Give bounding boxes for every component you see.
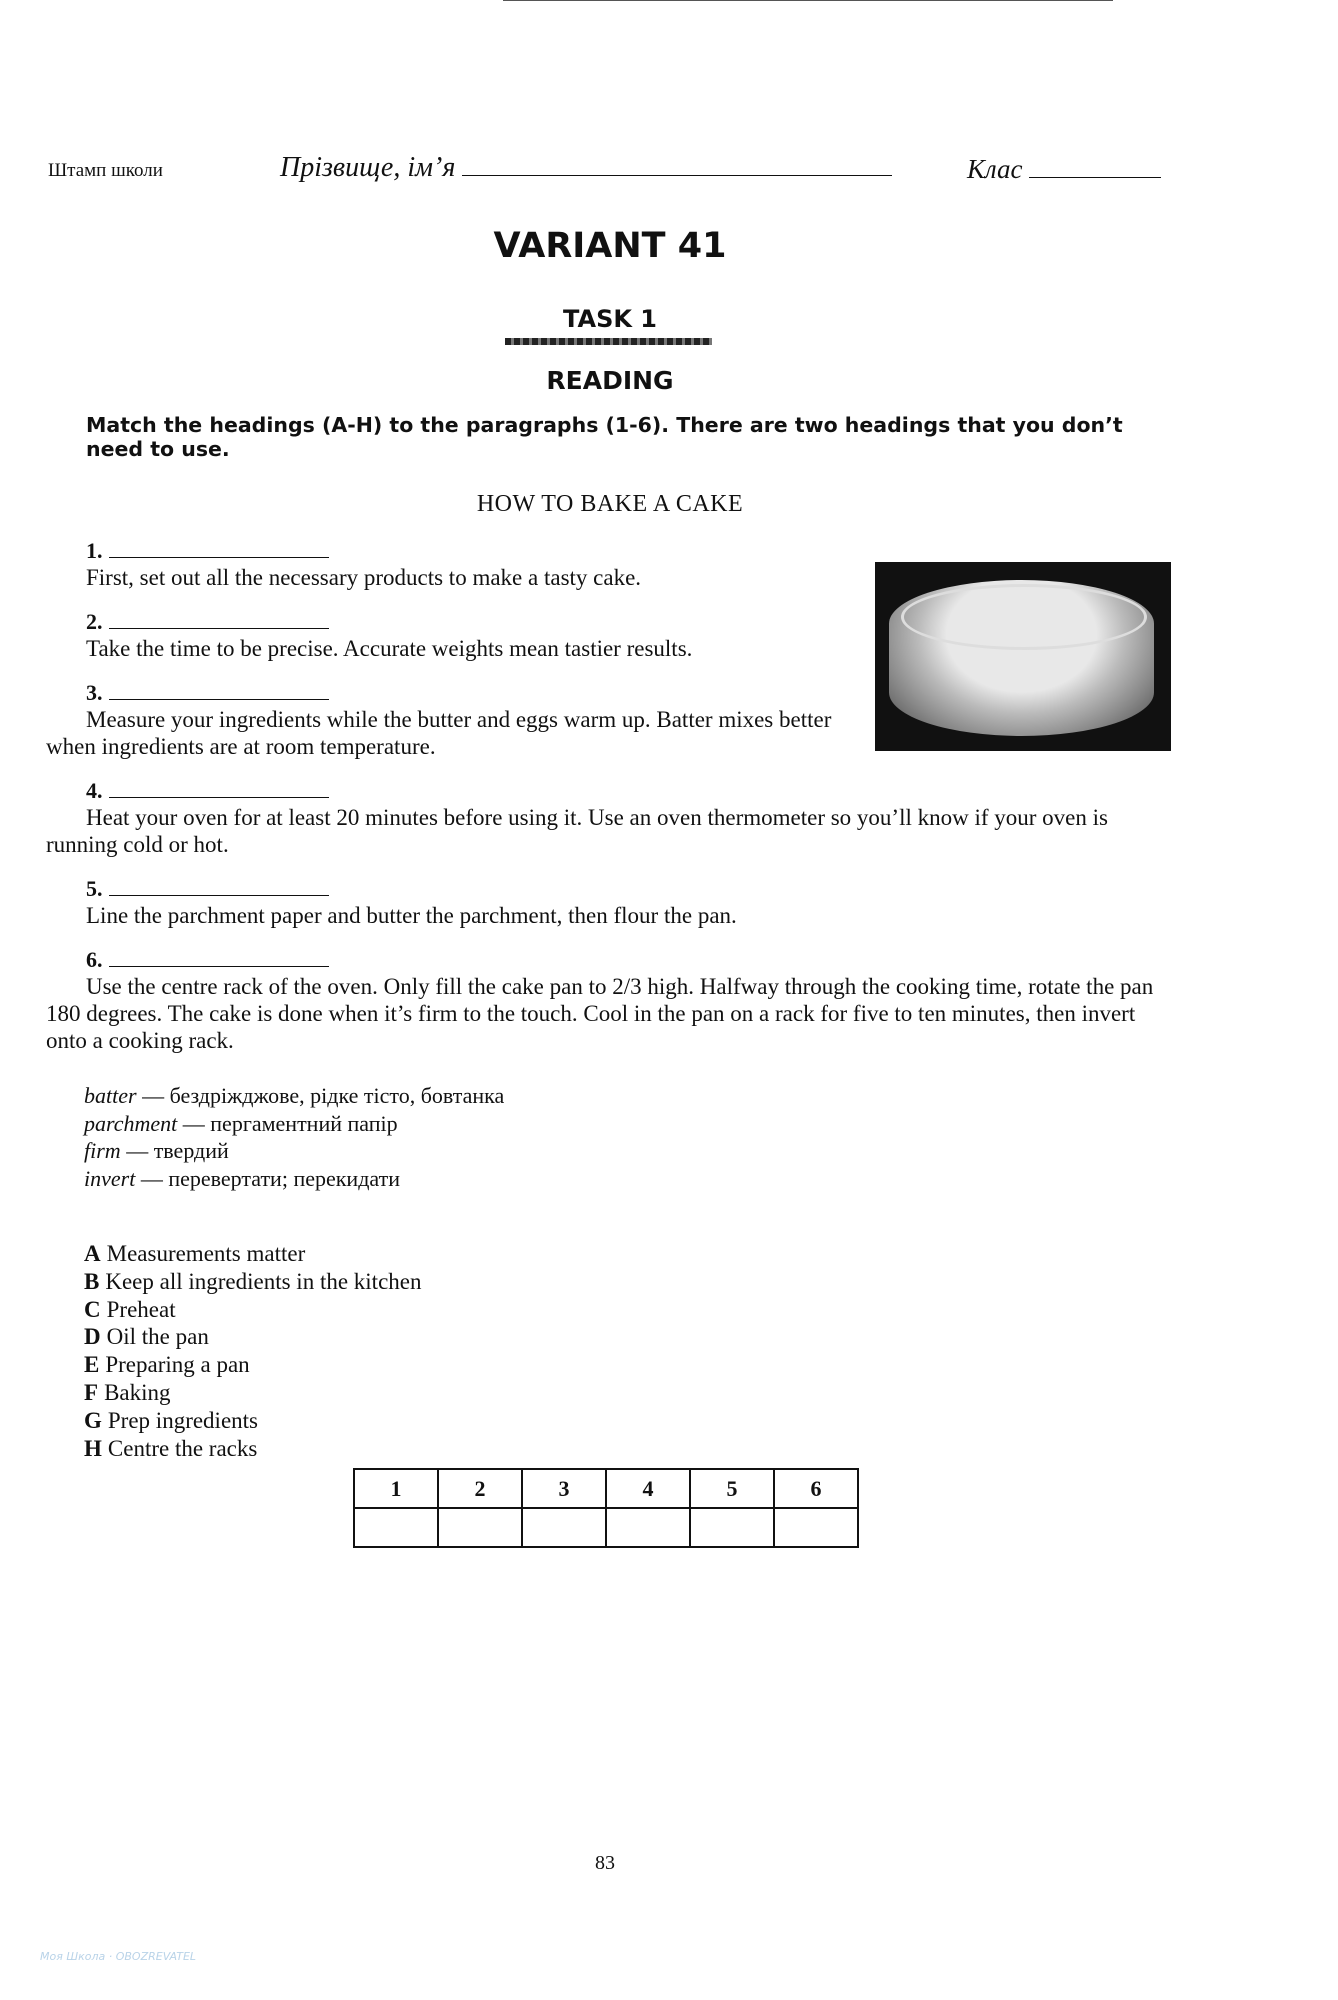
answer-cell[interactable] [774, 1508, 858, 1547]
paragraph-number-label: 5. [86, 876, 103, 901]
answer-header-cell: 4 [606, 1469, 690, 1508]
school-stamp-label: Штамп школи [48, 160, 163, 181]
heading-option [84, 1407, 1171, 1435]
glossary-definition: — бездріжджове, рідке тісто, бовтанка [136, 1083, 505, 1108]
paragraph-number-label: 1. [86, 538, 103, 563]
paragraph-text: Use the centre rack of the oven. Only fill the cake pan to 2/3 high. Halfway through the cooking time, rotate the pan 180 degrees. The cake is done when it’s firm to the touch. Cool in the pan on a rack for five to ten minutes, then invert onto a cooking rack. [46, 974, 1154, 1053]
answer-blank [109, 699, 329, 700]
option-text: Preparing a pan [105, 1352, 250, 1378]
answer-header-cell: 3 [522, 1469, 606, 1508]
paragraph-text: Take the time to be precise. Accurate weights mean tastier results. [86, 636, 693, 661]
variant-title: VARIANT 41 [493, 226, 727, 266]
answer-header-cell: 5 [690, 1469, 774, 1508]
heading-option [84, 1268, 1171, 1296]
reading-body [46, 537, 1171, 1548]
option-text: Oil the pan [106, 1324, 209, 1350]
option-text: Keep all ingredients in the kitchen [105, 1268, 422, 1294]
glossary-term: invert [84, 1165, 136, 1191]
answer-cell[interactable] [438, 1508, 522, 1547]
paragraph-text: Line the parchment paper and butter the parchment, then flour the pan. [86, 903, 737, 928]
glossary-entry [84, 1110, 1171, 1138]
task-underline [505, 338, 712, 345]
class-field [967, 154, 1161, 185]
class-blank [1029, 177, 1161, 178]
top-rule [503, 0, 1113, 1]
glossary [84, 1082, 1171, 1192]
answer-cell[interactable] [690, 1508, 774, 1547]
glossary-term: batter [84, 1083, 137, 1108]
option-text: Baking [104, 1379, 171, 1405]
heading-option [84, 1379, 1171, 1407]
story-title: HOW TO BAKE A CAKE [476, 491, 744, 517]
option-text: Measurements matter [106, 1241, 306, 1266]
paragraph-text: Measure your ingredients while the butter and eggs warm up. Batter mixes better when ingredients are at room temperature. [46, 707, 832, 759]
answer-blank [109, 628, 329, 629]
option-letter: C [84, 1296, 101, 1322]
glossary-definition: — твердий [120, 1138, 229, 1163]
heading-option [84, 1240, 1171, 1268]
option-letter: D [84, 1324, 101, 1350]
heading-option [84, 1351, 1171, 1379]
glossary-definition: — перевертати; перекидати [135, 1165, 400, 1191]
page-number: 83 [595, 1852, 615, 1874]
task-heading: TASK 1 [562, 305, 658, 333]
glossary-definition: — пергаментний папір [177, 1110, 398, 1136]
answer-table [353, 1468, 859, 1548]
paragraph-text: Heat your oven for at least 20 minutes before using it. Use an oven thermometer so you’ll know if your oven is running cold or hot. [46, 805, 1108, 857]
paragraph [46, 777, 1171, 858]
answer-header-cell: 1 [354, 1469, 438, 1508]
option-letter: A [84, 1241, 101, 1266]
name-blank [462, 175, 892, 176]
heading-option [84, 1323, 1171, 1351]
headings-list [84, 1240, 1171, 1462]
heading-option [84, 1296, 1171, 1324]
option-text: Preheat [106, 1296, 176, 1322]
cake-pan-photo [875, 562, 1171, 751]
paragraph-number [86, 777, 1171, 804]
answer-blank [109, 895, 329, 896]
paragraph-number [86, 875, 1171, 902]
answer-blank [109, 557, 329, 558]
glossary-term: parchment [84, 1110, 178, 1136]
paragraph [46, 946, 1171, 1054]
option-letter: H [84, 1435, 102, 1461]
name-field [280, 152, 892, 184]
answer-header-cell: 2 [438, 1469, 522, 1508]
paragraph-number-label: 6. [86, 947, 103, 972]
glossary-term: firm [84, 1138, 121, 1163]
option-letter: F [84, 1379, 99, 1405]
answer-header-cell: 6 [774, 1469, 858, 1508]
glossary-entry [84, 1082, 1171, 1110]
paragraph-number-label: 2. [86, 609, 103, 634]
answer-cell[interactable] [522, 1508, 606, 1547]
paragraph [46, 875, 1171, 929]
paragraph-number [86, 946, 1171, 973]
class-label: Клас [967, 154, 1023, 184]
answer-blank [109, 966, 329, 967]
watermark: Моя Школа · OBOZREVATEL [40, 1950, 197, 1963]
paragraph-number [86, 537, 1171, 564]
glossary-entry [84, 1137, 1171, 1165]
heading-option [84, 1435, 1171, 1463]
option-letter: G [84, 1407, 102, 1433]
paragraph-number-label: 3. [86, 680, 103, 705]
option-letter: B [84, 1268, 100, 1294]
answer-blank [109, 797, 329, 798]
section-heading: READING [546, 366, 674, 395]
answer-cell[interactable] [354, 1508, 438, 1547]
option-text: Prep ingredients [107, 1407, 258, 1433]
answer-cell[interactable] [606, 1508, 690, 1547]
glossary-entry [84, 1165, 1171, 1193]
paragraph-text: First, set out all the necessary products to make a tasty cake. [86, 565, 642, 590]
option-text: Centre the racks [107, 1435, 258, 1461]
name-label: Прізвище, ім’я [280, 152, 456, 183]
instructions: Match the headings (A-H) to the paragraphs (1-6). There are two headings that you don’t need to use. [86, 413, 1123, 461]
paragraph-number-label: 4. [86, 778, 103, 803]
option-letter: E [84, 1352, 100, 1378]
